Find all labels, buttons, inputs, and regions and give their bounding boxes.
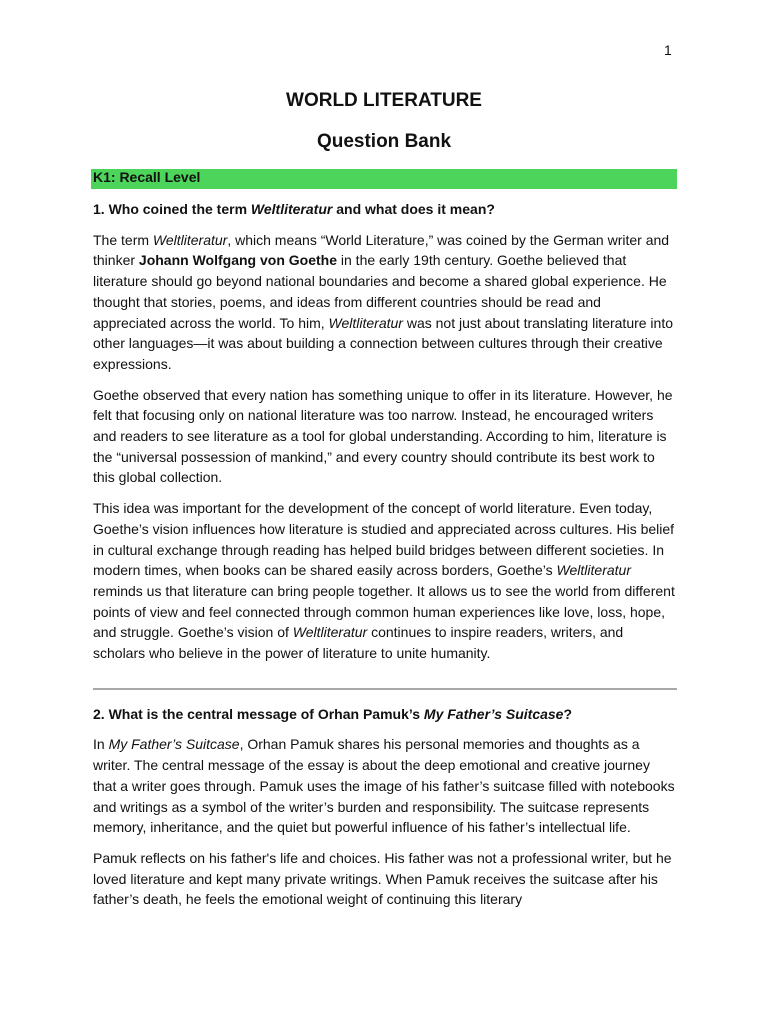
text-run: was not just about translating literature into other languages—it was about building a connection between cultures through their creative expressions. <box>93 314 674 372</box>
question-1-number-text: 1. Who coined the term <box>93 201 251 217</box>
question-1-term: Weltliteratur <box>250 201 333 217</box>
text-run: The term <box>93 231 153 248</box>
answer-1-paragraph-1 <box>93 230 677 375</box>
bold-name: Johann Wolfgang von Goethe <box>138 252 337 269</box>
answer-2-paragraph-2: Pamuk reflects on his father's life and choices. His father was not a professional writer, but he loved literature and kept many private writings. When Pamuk receives the suitcase after his father’s death, he feels the emotional weight of continuing this literary <box>93 849 672 908</box>
question-2-heading <box>93 704 677 725</box>
text-run: in the early 19th century. Goethe believed that literature should go beyond national boundaries and become a shared global experience. He thought that stories, poems, and ideas from different countries should be read and appreciated across the world. To him, <box>93 252 667 331</box>
italic-title: My Father’s Suitcase <box>108 736 240 753</box>
question-2-rest: ? <box>563 705 573 722</box>
page-number: 1 <box>664 42 672 58</box>
answer-1-paragraph-3 <box>93 498 677 664</box>
answer-2-paragraph-1 <box>93 734 677 838</box>
section-divider <box>93 688 677 690</box>
document-subtitle: Question Bank <box>316 131 452 152</box>
level-heading: K1: Recall Level <box>91 169 677 189</box>
italic-term: Weltliteratur <box>152 231 228 248</box>
text-run: , Orhan Pamuk shares his personal memories and thoughts as a writer. The central message of the essay is about the deep emotional and creative journey that a writer goes through. Pamuk uses the image of his father’s suitcase filled with notebooks and writings as a symbol of the writer’s burden and responsibility. The suitcase represents memory, inheritance, and the quiet but powerful influence of his father’s intellectual life. <box>93 736 675 836</box>
question-2-title: My Father’s Suitcase <box>423 705 564 722</box>
document-title: WORLD LITERATURE <box>286 90 482 111</box>
text-run: This idea was important for the development of the concept of world literature. Even today, Goethe’s vision influences how literature is studied and appreciated across cultures. His belief in cultural exchange through reading has helped build bridges between different societies. In modern times, when books can be shared easily across borders, Goethe’s <box>93 500 675 579</box>
text-run: In <box>93 736 109 753</box>
answer-1-paragraph-2: Goethe observed that every nation has something unique to offer in its literature. However, he felt that focusing only on national literature was too narrow. Instead, he encouraged writers and readers to see literature as a tool for global understanding. According to him, literature is the “universal possession of mankind,” and every country should contribute its best work to this global collection. <box>93 386 673 486</box>
italic-term: Weltliteratur <box>292 624 368 641</box>
question-2-number-text: 2. What is the central message of Orhan Pamuk’s <box>93 705 424 722</box>
document-body <box>93 199 677 920</box>
text-run: , which means “World Literature,” was coined by the German writer and thinker <box>93 231 670 269</box>
question-1-rest: and what does it mean? <box>332 201 495 217</box>
italic-term: Weltliteratur <box>556 562 631 579</box>
text-run: reminds us that literature can bring people together. It allows us to see the world from different points of view and feel connected through common human experiences like love, loss, hope, and struggle. Goethe’s vision of <box>93 582 675 641</box>
question-1-heading <box>93 199 677 220</box>
text-run: continues to inspire readers, writers, and scholars who believe in the power of literature to unite humanity. <box>93 624 624 662</box>
italic-term: Weltliteratur <box>328 314 403 331</box>
